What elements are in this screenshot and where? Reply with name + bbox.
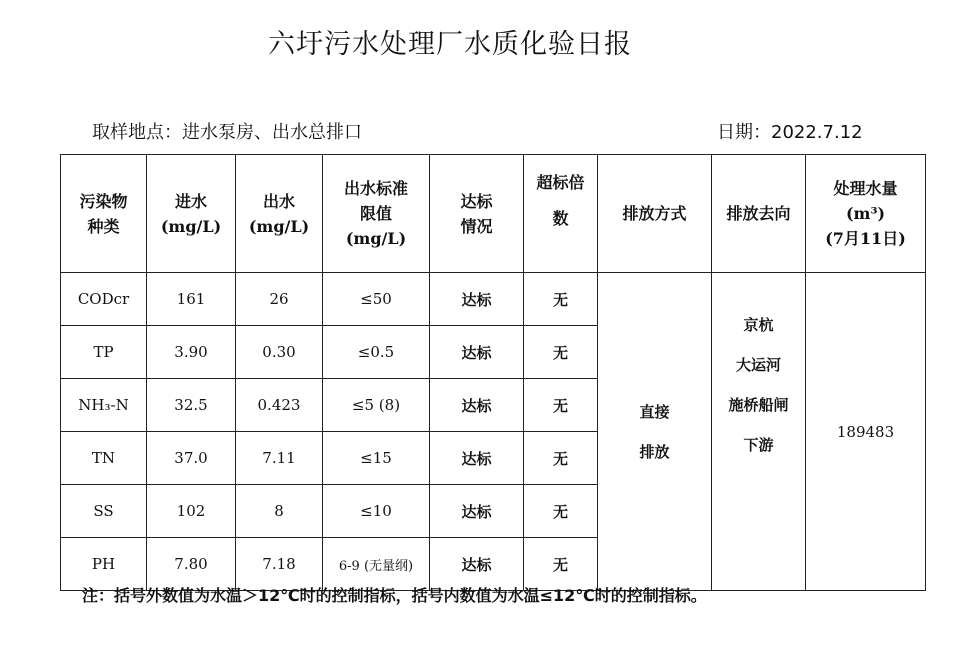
discharge-direction-line: 京杭 <box>743 316 774 334</box>
header-line: 数 <box>552 209 569 228</box>
outflow-cell: 26 <box>236 273 323 326</box>
water-quality-table <box>60 154 926 591</box>
header-discharge-direction: 排放去向 <box>712 155 806 273</box>
outflow-cell: 0.30 <box>236 326 323 379</box>
header-line: 污染物 <box>79 191 128 211</box>
header-inflow <box>147 155 236 273</box>
header-line: 超标倍 <box>536 173 585 192</box>
header-line: 种类 <box>87 216 120 236</box>
treated-volume-cell: 189483 <box>806 273 926 591</box>
header-line: (mg/L) <box>345 229 407 248</box>
header-discharge-method: 排放方式 <box>598 155 712 273</box>
discharge-direction-line: 施桥船闸 <box>728 396 789 414</box>
pollutant-cell: CODcr <box>61 273 147 326</box>
limit-cell: ≤0.5 <box>323 326 430 379</box>
exceed-cell: 无 <box>524 326 598 379</box>
header-exceed-ratio <box>524 155 598 273</box>
header-line: 情况 <box>460 216 493 236</box>
header-line: 处理水量 <box>833 179 898 198</box>
outflow-cell: 7.11 <box>236 432 323 485</box>
header-line: (mg/L) <box>248 216 310 236</box>
compliance-cell: 达标 <box>430 326 524 379</box>
exceed-cell: 无 <box>524 432 598 485</box>
limit-cell: ≤15 <box>323 432 430 485</box>
header-line: 出水标准 <box>343 179 408 198</box>
header-line: (mg/L) <box>160 216 222 236</box>
outflow-cell: 0.423 <box>236 379 323 432</box>
inflow-cell: 161 <box>147 273 236 326</box>
header-pollutant <box>61 155 147 273</box>
header-line: 限值 <box>359 204 392 223</box>
pollutant-cell: PH <box>61 538 147 591</box>
outflow-cell: 8 <box>236 485 323 538</box>
header-line: (7月11日) <box>825 229 906 248</box>
limit-cell: ≤10 <box>323 485 430 538</box>
discharge-direction-line: 下游 <box>743 436 774 454</box>
exceed-cell: 无 <box>524 273 598 326</box>
report-title: 六圩污水处理厂水质化验日报 <box>268 29 632 60</box>
header-outflow <box>236 155 323 273</box>
discharge-method-line: 排放 <box>639 442 670 461</box>
footnote: 注：括号外数值为水温＞12℃时的控制指标，括号内数值为水温≤12℃时的控制指标。 <box>82 586 707 605</box>
header-limit <box>323 155 430 273</box>
report-date: 日期：2022.7.12 <box>717 122 863 143</box>
compliance-cell: 达标 <box>430 273 524 326</box>
inflow-cell: 32.5 <box>147 379 236 432</box>
pollutant-cell: TN <box>61 432 147 485</box>
inflow-cell: 37.0 <box>147 432 236 485</box>
discharge-method-line: 直接 <box>639 402 670 421</box>
exceed-cell: 无 <box>524 379 598 432</box>
table-header-row <box>61 155 926 273</box>
outflow-cell: 7.18 <box>236 538 323 591</box>
header-line: (m³) <box>845 204 886 223</box>
compliance-cell: 达标 <box>430 379 524 432</box>
inflow-cell: 7.80 <box>147 538 236 591</box>
limit-cell: 6-9 (无量纲) <box>323 538 430 591</box>
limit-cell: ≤5 (8) <box>323 379 430 432</box>
inflow-cell: 3.90 <box>147 326 236 379</box>
discharge-direction-line: 大运河 <box>735 356 781 374</box>
limit-cell: ≤50 <box>323 273 430 326</box>
header-line: 出水 <box>262 191 295 211</box>
discharge-method-cell <box>598 273 712 591</box>
compliance-cell: 达标 <box>430 485 524 538</box>
compliance-cell: 达标 <box>430 538 524 591</box>
table-row <box>61 273 926 326</box>
compliance-cell: 达标 <box>430 432 524 485</box>
header-compliance <box>430 155 524 273</box>
exceed-cell: 无 <box>524 538 598 591</box>
header-treated-volume <box>806 155 926 273</box>
pollutant-cell: TP <box>61 326 147 379</box>
header-line: 达标 <box>460 191 493 211</box>
sampling-site: 取样地点：进水泵房、出水总排口 <box>92 122 362 143</box>
pollutant-cell: NH₃-N <box>61 379 147 432</box>
exceed-cell: 无 <box>524 485 598 538</box>
pollutant-cell: SS <box>61 485 147 538</box>
inflow-cell: 102 <box>147 485 236 538</box>
discharge-direction-cell <box>712 273 806 591</box>
header-line: 进水 <box>174 191 207 211</box>
